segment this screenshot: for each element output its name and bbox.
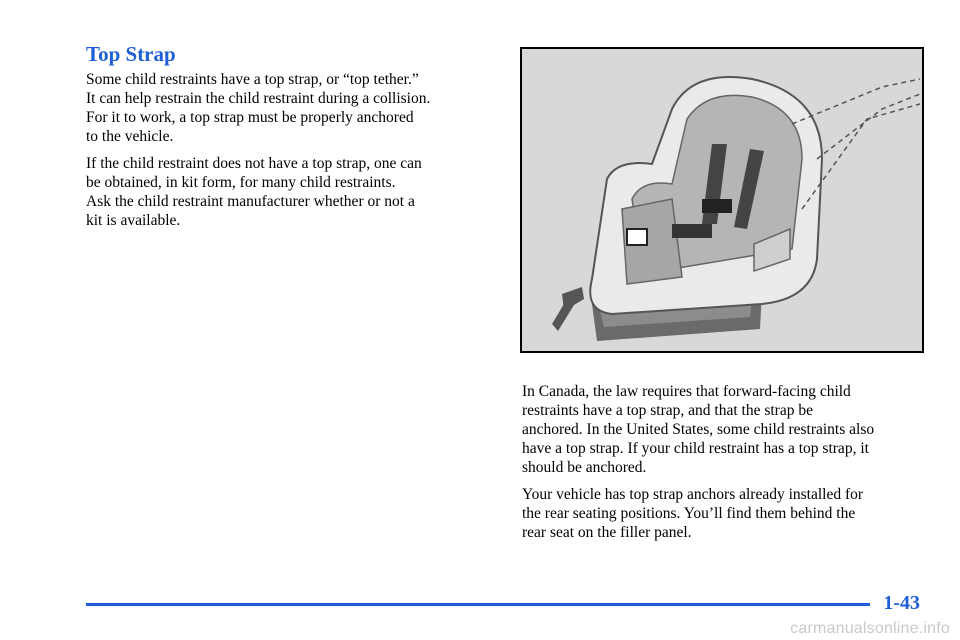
watermark: carmanualsonline.info [790,620,950,637]
footer-divider [86,603,870,606]
section-heading: Top Strap [86,42,176,66]
text-line: should be anchored. [522,459,647,476]
page-number: 1-43 [883,592,920,614]
text-line: Ask the child restraint manufacturer whether or not a [86,193,415,210]
left-column [86,70,496,238]
child-seat-drawing [522,49,922,351]
text-line: If the child restraint does not have a top strap, one can [86,155,422,172]
text-line: Your vehicle has top strap anchors already installed for [522,486,864,503]
text-line: Some child restraints have a top strap, or “top tether.” [86,71,419,88]
paragraph-anchor-location [522,485,934,542]
text-line: to the vehicle. [86,128,174,145]
paragraph-kit-availability [86,154,496,230]
text-line: It can help restrain the child restraint during a collision. [86,90,431,107]
text-line: In Canada, the law requires that forward-facing child [522,383,851,400]
text-line: be obtained, in kit form, for many child restraints. [86,174,396,191]
right-column [522,382,934,550]
text-line: have a top strap. If your child restraint has a top strap, it [522,440,869,457]
text-line: For it to work, a top strap must be properly anchored [86,109,414,126]
text-line: the rear seating positions. You’ll find them behind the [522,505,856,522]
text-line: rear seat on the filler panel. [522,524,692,541]
paragraph-canada-law [522,382,934,477]
text-line: anchored. In the United States, some child restraints also [522,421,875,438]
paragraph-top-strap-intro [86,70,496,146]
child-seat-illustration [520,47,924,353]
text-line: kit is available. [86,212,181,229]
text-line: restraints have a top strap, and that the strap be [522,402,813,419]
